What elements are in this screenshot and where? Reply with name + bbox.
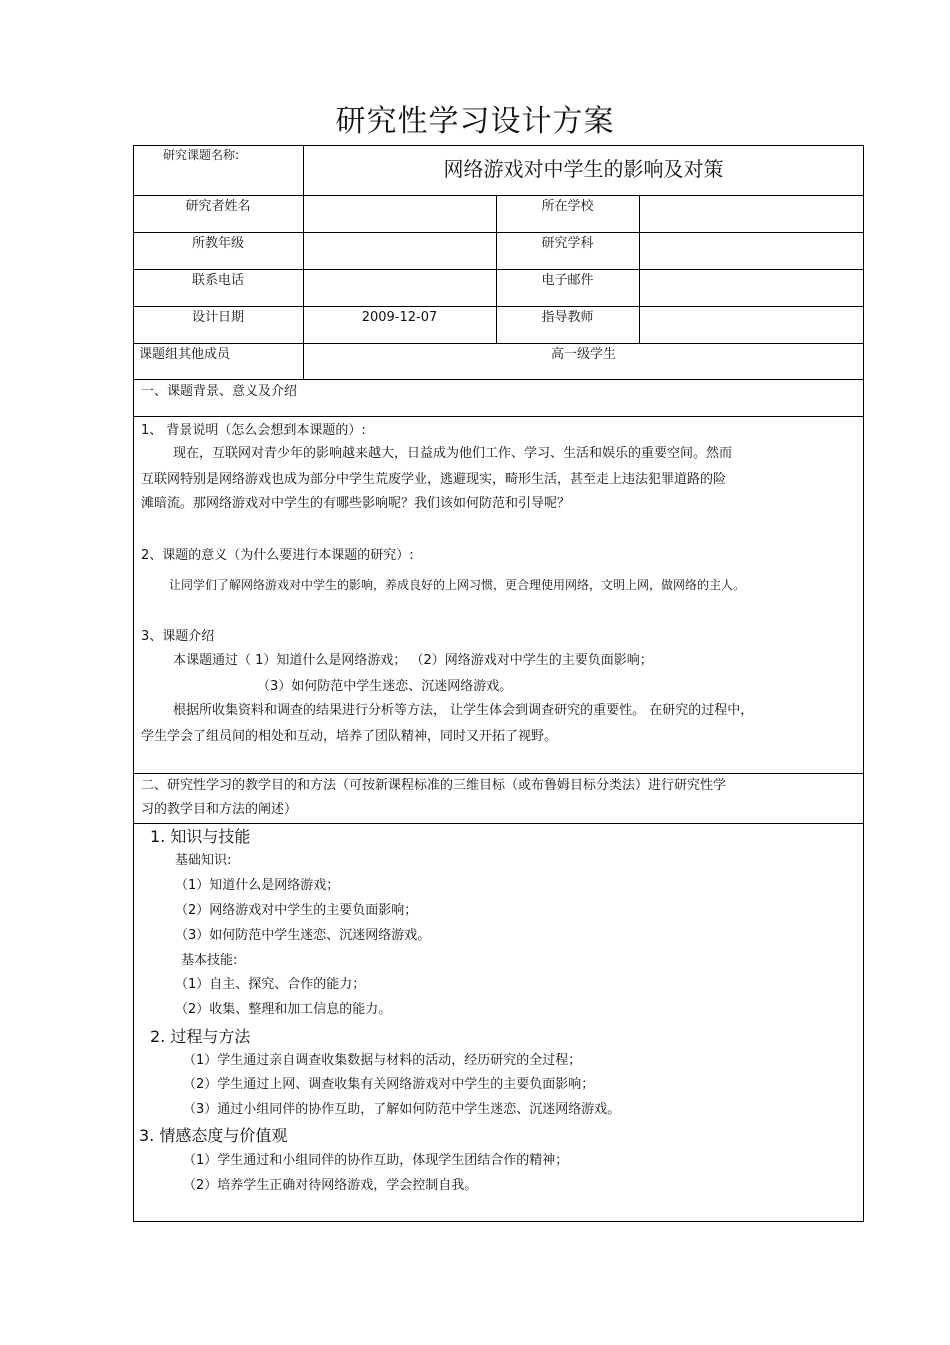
section2-heading: 习的教学目和方法的阐述） xyxy=(141,802,298,817)
date-label: 设计日期 xyxy=(191,310,244,325)
row-divider xyxy=(133,306,864,307)
design-form xyxy=(133,145,864,1222)
table-border-bottom xyxy=(133,1221,864,1222)
list-item: （2）学生通过上网、调查收集有关网络游戏对中学生的主要负面影响； xyxy=(183,1077,595,1092)
row-divider xyxy=(133,773,864,774)
advisor-label: 指导教师 xyxy=(541,310,594,325)
list-item: （2）网络游戏对中学生的主要负面影响； xyxy=(175,903,418,918)
list-item: （3）如何防范中学生迷恋、沉迷网络游戏。 xyxy=(175,928,431,943)
list-item: （1）知道什么是网络游戏； xyxy=(175,878,340,893)
section2-heading: 二、研究性学习的教学目的和方法（可按新课程标准的三维目标（或布鲁姆目标分类法）进行研究性学 xyxy=(141,778,727,793)
attitudes-values-title: 3. 情感态度与价值观 xyxy=(139,1126,288,1145)
intro-text-line: （3）如何防范中学生迷恋、沉迷网络游戏。 xyxy=(257,679,513,694)
row-divider xyxy=(133,269,864,270)
table-border-top xyxy=(133,145,864,146)
members-label: 课题组其他成员 xyxy=(139,347,231,362)
row-divider xyxy=(133,232,864,233)
subject-label: 研究学科 xyxy=(541,236,594,251)
list-item: （1）自主、探究、合作的能力； xyxy=(175,977,366,992)
background-text-line: 滩暗流。那网络游戏对中学生的有哪些影响呢？我们该如何防范和引导呢？ xyxy=(141,496,571,511)
email-label: 电子邮件 xyxy=(541,273,594,288)
background-title: 1、 背景说明（怎么会想到本课题的）: xyxy=(141,423,366,438)
topic-label: 研究课题名称: xyxy=(163,148,240,162)
intro-text-line: 根据所收集资料和调查的结果进行分析等方法， 让学生体会到调查研究的重要性。 在研究的过程中， xyxy=(173,703,754,718)
background-text-line: 互联网特别是网络游戏也成为部分中学生荒废学业，逃避现实，畸形生活，甚至走上违法犯罪道路的险 xyxy=(141,472,727,487)
column-divider xyxy=(639,195,640,344)
intro-text-line: 学生学会了组员间的相处和互动，培养了团队精神，同时又开拓了视野。 xyxy=(141,729,558,744)
list-item: （1）学生通过和小组同伴的协作互助，体现学生团结合作的精神； xyxy=(183,1153,569,1168)
topic-value: 网络游戏对中学生的影响及对策 xyxy=(443,157,724,181)
process-methods-title: 2. 过程与方法 xyxy=(150,1027,251,1046)
date-value[interactable]: 2009-12-07 xyxy=(361,310,438,325)
list-item: （1）学生通过亲自调查收集数据与材料的活动，经历研究的全过程； xyxy=(183,1053,582,1068)
members-value[interactable]: 高一级学生 xyxy=(550,347,616,362)
knowledge-skills-title: 1. 知识与技能 xyxy=(150,827,251,846)
row-divider xyxy=(133,823,864,824)
researcher-label: 研究者姓名 xyxy=(185,199,251,214)
phone-label: 联系电话 xyxy=(191,273,244,288)
meaning-title: 2、课题的意义（为什么要进行本课题的研究）: xyxy=(141,548,414,563)
row-divider xyxy=(133,416,864,417)
basic-knowledge-label: 基础知识: xyxy=(175,853,232,868)
meaning-text: 让同学们了解网络游戏对中学生的影响，养成良好的上网习惯，更合理使用网络，文明上网，做网络的主人。 xyxy=(169,578,746,592)
row-divider xyxy=(133,379,864,380)
school-label: 所在学校 xyxy=(541,199,594,214)
intro-text-line: 本课题通过（ 1）知道什么是网络游戏； （2）网络游戏对中学生的主要负面影响； xyxy=(173,653,653,668)
row-divider xyxy=(133,195,864,196)
grade-label: 所教年级 xyxy=(191,236,244,251)
list-item: （2）培养学生正确对待网络游戏，学会控制自我。 xyxy=(183,1178,478,1193)
list-item: （3）通过小组同伴的协作互助，了解如何防范中学生迷恋、沉迷网络游戏。 xyxy=(183,1102,621,1117)
row-divider xyxy=(133,343,864,344)
intro-title: 3、课题介绍 xyxy=(141,629,215,644)
page-title: 研究性学习设计方案 xyxy=(335,104,615,139)
background-text-line: 现在，互联网对青少年的影响越来越大，日益成为他们工作、学习、生活和娱乐的重要空间。然而 xyxy=(173,446,733,461)
basic-skills-label: 基本技能: xyxy=(181,953,238,968)
list-item: （2）收集、整理和加工信息的能力。 xyxy=(175,1002,392,1017)
section1-heading: 一、课题背景、意义及介绍 xyxy=(141,384,298,399)
